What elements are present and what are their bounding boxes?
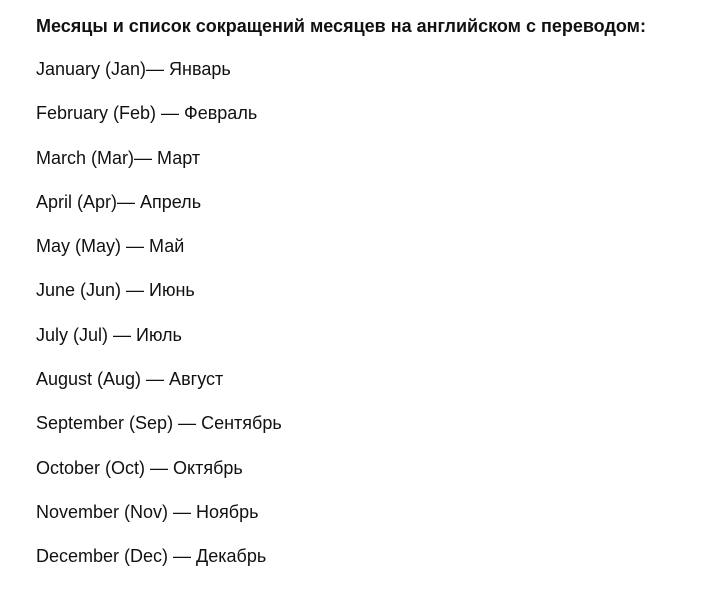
month-item-july: July (Jul) — Июль xyxy=(36,324,182,345)
month-list xyxy=(36,57,676,568)
month-item-june: June (Jun) — Июнь xyxy=(36,280,195,301)
month-item-october: October (Oct) — Октябрь xyxy=(36,457,243,478)
month-item-november: November (Nov) — Ноябрь xyxy=(36,501,259,522)
month-item-may: May (May) — Май xyxy=(36,236,185,257)
month-item-august: August (Aug) — Август xyxy=(36,369,224,390)
month-item-january: January (Jan)— Январь xyxy=(36,59,231,79)
month-item-march: March (Mar)— Март xyxy=(36,147,201,168)
month-item-april: April (Apr)— Апрель xyxy=(36,191,202,212)
document-body xyxy=(36,14,676,589)
month-item-september: September (Sep) — Сентябрь xyxy=(36,413,282,434)
document-title: Месяцы и список сокращений месяцев на английском с переводом: xyxy=(36,16,646,36)
month-item-february: February (Feb) — Февраль xyxy=(36,103,258,124)
month-item-december: December (Dec) — Декабрь xyxy=(36,546,267,567)
